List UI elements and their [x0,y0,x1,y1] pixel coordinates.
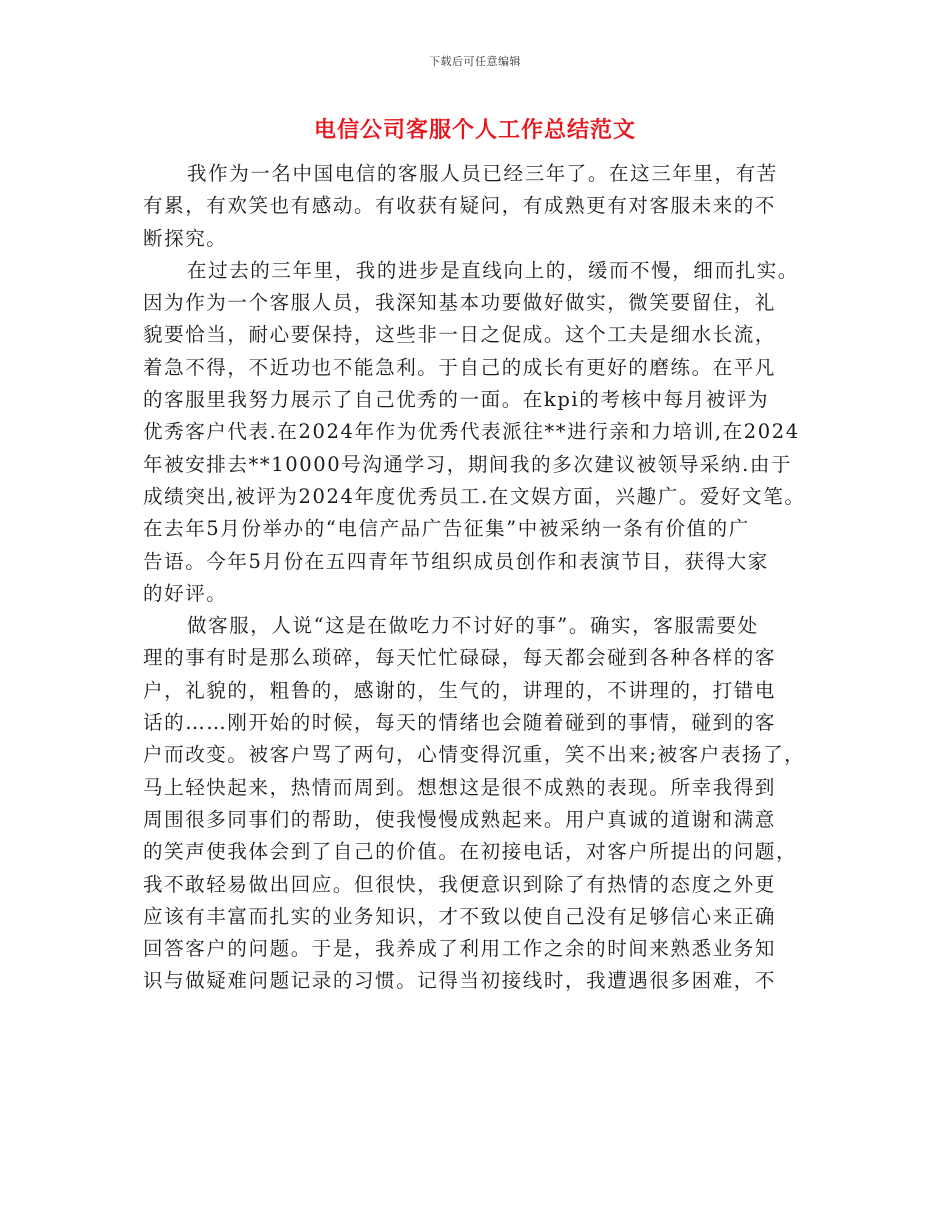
text-line: 貌要恰当，耐心要保持，这些非一日之促成。这个工夫是细水长流， [143,323,777,347]
text-line: 做客服，人说“这是在做吃力不讨好的事”。确实，客服需要处 [187,614,759,638]
text-line: 有累，有欢笑也有感动。有收获有疑问，有成熟更有对客服未来的不 [143,194,777,218]
text-line: 断探究。 [143,226,228,250]
text-line: 我作为一名中国电信的客服人员已经三年了。在这三年里，有苦 [187,162,778,185]
text-line: 识与做疑难问题记录的习惯。记得当初接线时，我遭遇很多困难，不 [143,969,777,993]
text-line: 年被安排去**10000号沟通学习，期间我的多次建议被领导采纳.由于 [143,452,793,476]
text-line: 着急不得，不近功也不能急利。于自己的成长有更好的磨练。在平凡 [143,355,777,379]
text-line: 的笑声使我体会到了自己的价值。在初接电话，对客户所提出的问题， [143,840,798,864]
text-line: 我不敢轻易做出回应。但很快，我便意识到除了有热情的态度之外更 [143,872,777,896]
document-title: 电信公司客服个人工作总结范文 [313,118,636,143]
text-line: 理的事有时是那么琐碎，每天忙忙碌碌，每天都会碰到各种各样的客 [143,646,777,670]
text-line: 优秀客户代表.在2024年作为优秀代表派往**进行亲和力培训,在2024 [143,420,800,444]
text-line: 的好评。 [143,581,228,605]
text-line: 户，礼貌的，粗鲁的，感谢的，生气的，讲理的，不讲理的，打错电 [143,678,777,702]
text-line: 户而改变。被客户骂了两句，心情变得沉重，笑不出来;被客户表扬了， [143,743,806,767]
text-line: 告语。今年5月份在五四青年节组织成员创作和表演节目，获得大家 [143,549,769,573]
text-line: 在过去的三年里，我的进步是直线向上的，缓而不慢，细而扎实。 [187,258,799,282]
header-note: 下载后可任意编辑 [429,55,521,68]
text-line: 的客服里我努力展示了自己优秀的一面。在kpi的考核中每月被评为 [143,388,770,412]
text-line: 成绩突出,被评为2024年度优秀员工.在文娱方面，兴趣广。爱好文笔。 [143,484,806,508]
text-line: 应该有丰富而扎实的业务知识，才不致以使自己没有足够信心来正确 [143,904,777,928]
text-line: 回答客户的问题。于是，我养成了利用工作之余的时间来熟悉业务知 [143,937,777,961]
text-line: 马上轻快起来，热情而周到。想想这是很不成熟的表现。所幸我得到 [143,775,777,799]
text-line: 话的……刚开始的时候，每天的情绪也会随着碰到的事情，碰到的客 [143,711,777,735]
text-line: 因为作为一个客服人员，我深知基本功要做好做实，微笑要留住，礼 [143,291,777,315]
text-line: 在去年5月份举办的“电信产品广告征集”中被采纳一条有价值的广 [143,517,750,541]
document-body [143,158,815,998]
text-line: 周围很多同事们的帮助，使我慢慢成熟起来。用户真诚的道谢和满意 [143,807,777,831]
